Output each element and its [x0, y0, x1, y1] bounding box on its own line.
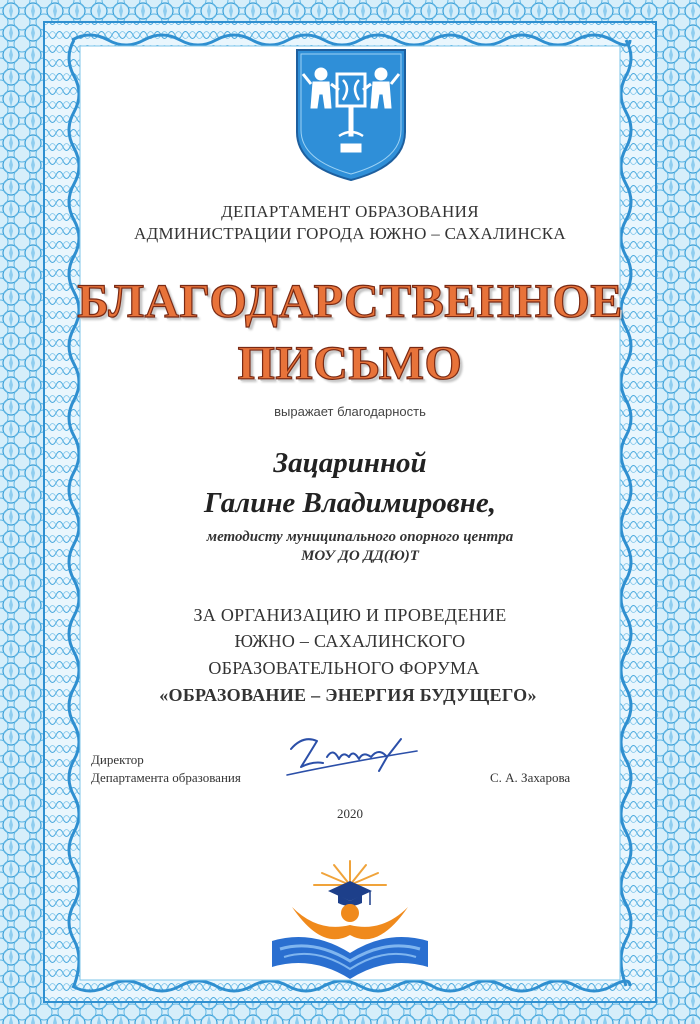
forum-logo	[262, 855, 438, 985]
certificate-title-line-2: ПИСЬМО	[237, 337, 463, 390]
signer-role-line-1: Директор	[91, 752, 144, 767]
handwritten-signature	[283, 727, 423, 787]
department-line-2: АДМИНИСТРАЦИИ ГОРОДА ЮЖНО – САХАЛИНСКА	[134, 224, 566, 243]
expresses-gratitude-text: выражает благодарность	[274, 404, 426, 419]
forum-name: «ОБРАЗОВАНИЕ – ЭНЕРГИЯ БУДУЩЕГО»	[159, 685, 537, 705]
signer-name: С. А. Захарова	[490, 770, 571, 785]
recipient-position-line-2: МОУ ДО ДД(Ю)Т	[301, 548, 419, 564]
recipient-surname: Зацаринной	[273, 447, 427, 479]
certificate-title-line-1: БЛАГОДАРСТВЕННОЕ	[77, 275, 623, 328]
reason-line-2: ЮЖНО – САХАЛИНСКОГО	[234, 631, 466, 651]
recipient-position-line-1: методисту муниципального опорного центра	[206, 529, 514, 545]
city-coat-of-arms	[291, 44, 411, 184]
recipient-given-name: Галине Владимировне,	[204, 487, 496, 519]
reason-line-3: ОБРАЗОВАТЕЛЬНОГО ФОРУМА	[208, 658, 480, 678]
certificate-year: 2020	[337, 806, 363, 821]
signer-role-line-2: Департамента образования	[91, 770, 241, 785]
department-line-1: ДЕПАРТАМЕНТ ОБРАЗОВАНИЯ	[221, 202, 479, 221]
reason-line-1: ЗА ОРГАНИЗАЦИЮ И ПРОВЕДЕНИЕ	[193, 605, 507, 625]
